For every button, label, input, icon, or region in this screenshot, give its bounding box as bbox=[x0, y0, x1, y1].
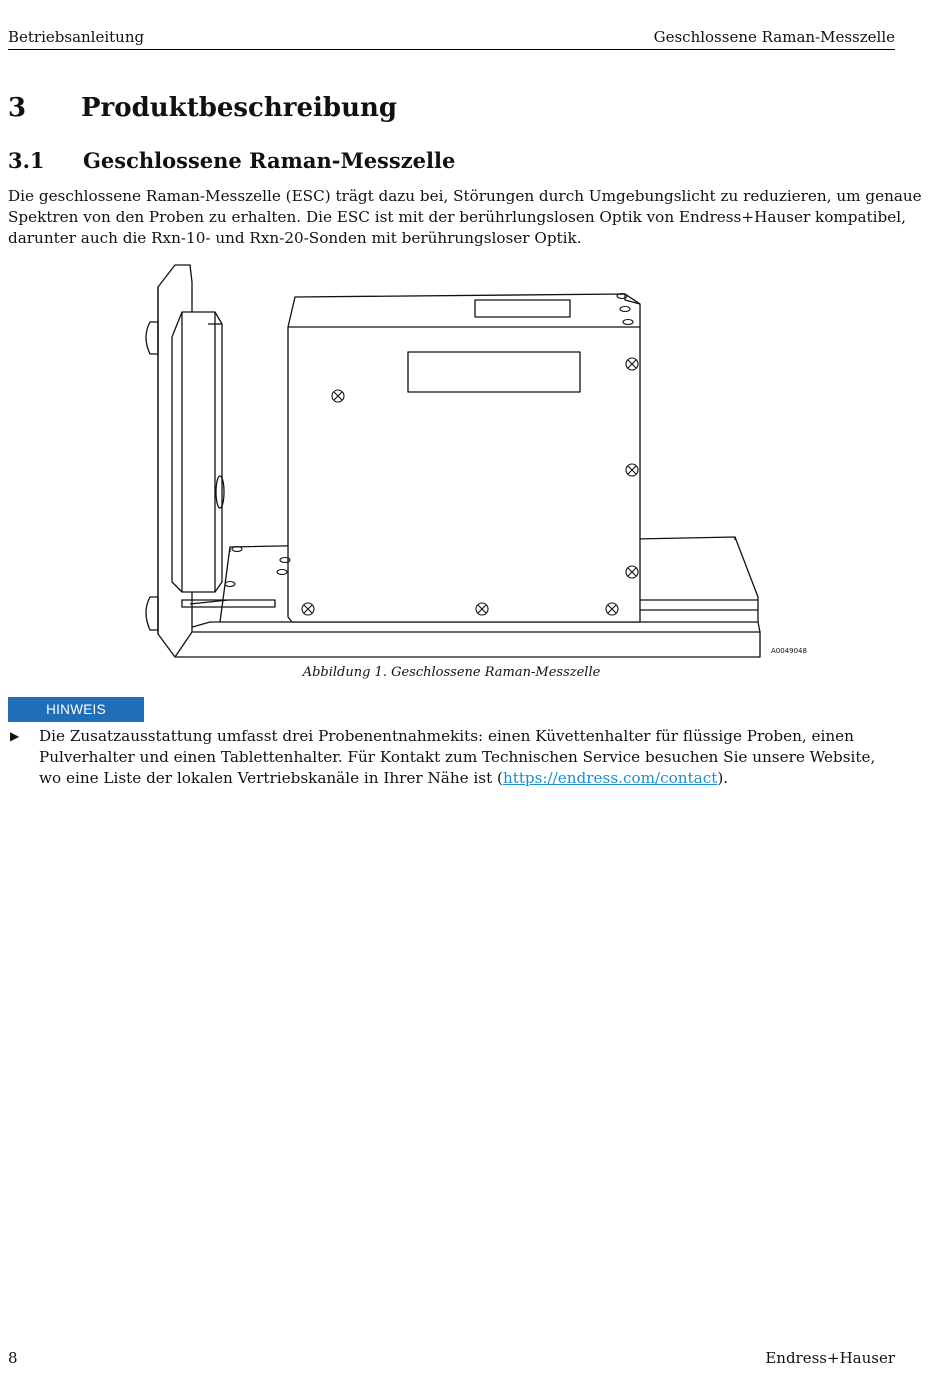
page-header bbox=[8, 27, 895, 50]
figure-caption: Abbildung 1. Geschlossene Raman-Messzelle bbox=[302, 665, 601, 680]
notice-line: Pulverhalter und einen Tablettenhalter. Für Kontakt zum Technischen Service besuchen Sie unsere Website, bbox=[39, 748, 876, 766]
notice-line-with-link bbox=[39, 768, 875, 789]
intro-paragraph bbox=[8, 186, 922, 249]
figure-code: A0049048 bbox=[771, 647, 807, 655]
intro-line: darunter auch die Rxn-10- und Rxn-20-Sonden mit berührungsloser Optik. bbox=[8, 229, 582, 247]
intro-line: Die geschlossene Raman-Messzelle (ESC) trägt dazu bei, Störungen durch Umgebungslicht zu reduzieren, um genaue bbox=[8, 187, 922, 205]
header-document-type: Betriebsanleitung bbox=[8, 28, 145, 46]
notice-label: HINWEIS bbox=[8, 697, 144, 722]
header-section-title: Geschlossene Raman-Messzelle bbox=[653, 28, 895, 46]
notice-line: Die Zusatzausstattung umfasst drei Probenentnahmekits: einen Küvettenhalter für flüssige Proben, einen bbox=[39, 727, 854, 745]
notice-line-text: wo eine Liste der lokalen Vertriebskanäle in Ihrer Nähe ist ( bbox=[39, 769, 503, 787]
notice-line-end: ). bbox=[717, 769, 729, 787]
page-number: 8 bbox=[8, 1349, 18, 1367]
subsection-title: Geschlossene Raman-Messzelle bbox=[83, 148, 456, 173]
section-number: 3 bbox=[8, 93, 27, 123]
contact-link[interactable]: https://endress.com/contact bbox=[502, 769, 718, 787]
subsection-number: 3.1 bbox=[8, 148, 45, 173]
raman-cell-illustration bbox=[130, 262, 810, 662]
brand-name: Endress+Hauser bbox=[765, 1349, 895, 1367]
intro-line: Spektren von den Proben zu erhalten. Die ESC ist mit der berührlungslosen Optik von Endress+Hauser kompatibel, bbox=[8, 208, 906, 226]
section-title: Produktbeschreibung bbox=[81, 93, 398, 123]
arrow-right-icon: ▶ bbox=[10, 729, 20, 743]
